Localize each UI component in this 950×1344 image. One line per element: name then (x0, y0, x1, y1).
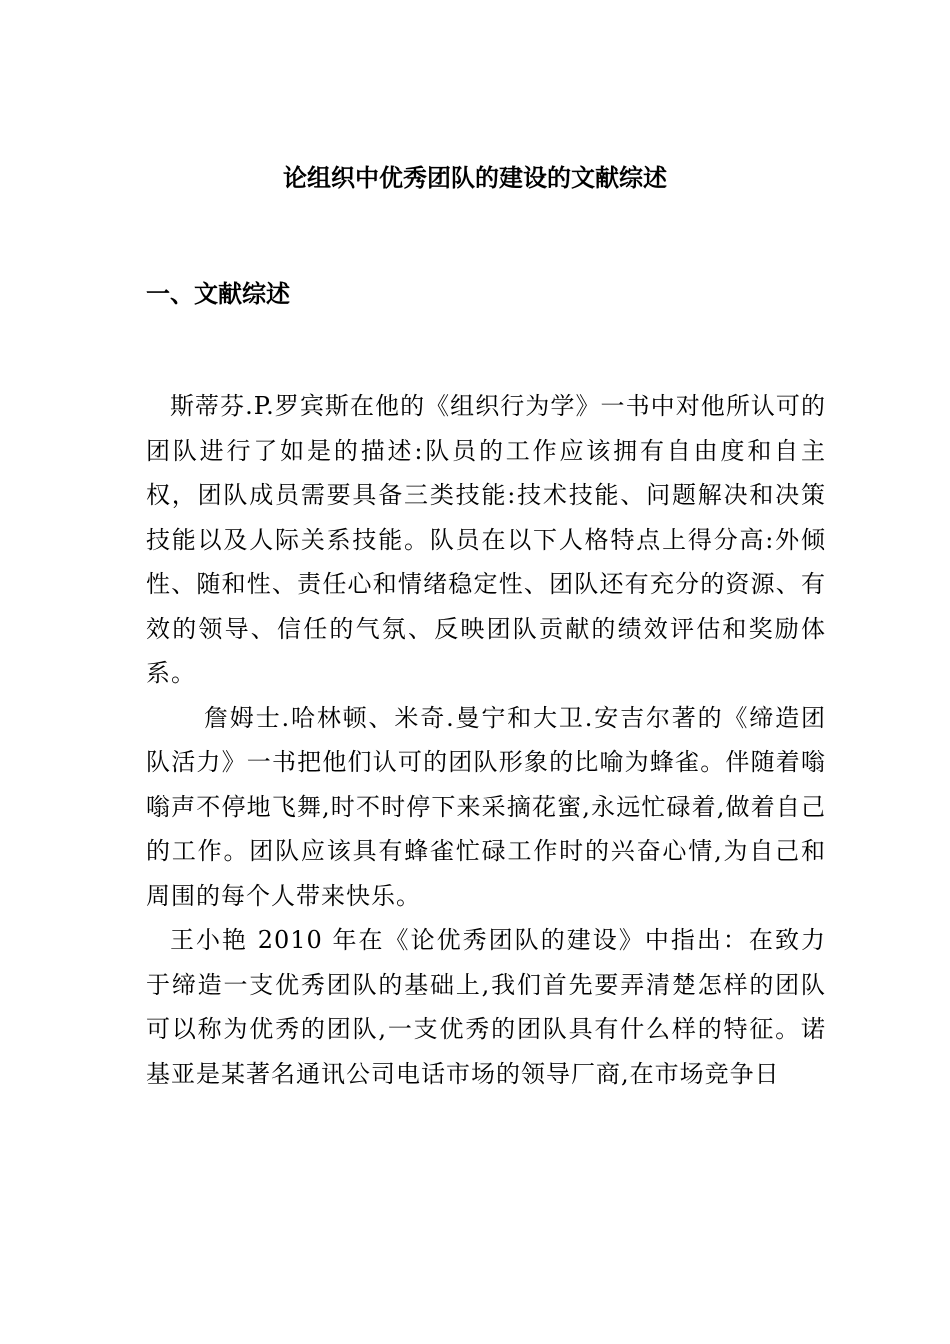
document-title: 论组织中优秀团队的建设的文献综述 (283, 163, 667, 192)
paragraph-robbins: 斯蒂芬.P.罗宾斯在他的《组织行为学》一书中对他所认可的团队进行了如是的描述:队员的工作应该拥有自由度和自主权，团队成员需要具备三类技能:技术技能、问题解决和决策技能以及人际关系技能。队员在以下人格特点上得分高:外倾性、随和性、责任心和情绪稳定性、团队还有充分的资源、有效的领导、信任的气氛、反映团队贡献的绩效评估和奖励体系。 (146, 392, 826, 687)
paragraph-wang: 王小艳 2010 年在《论优秀团队的建设》中指出：在致力于缔造一支优秀团队的基础上,我们首先要弄清楚怎样的团队可以称为优秀的团队,一支优秀的团队具有什么样的特征。诺基亚是某著名通讯公司电话市场的领导厂商,在市场竞争日 (146, 926, 826, 1088)
body-text (146, 384, 826, 1096)
section-heading: 一、文献综述 (146, 279, 290, 308)
paragraph-harrington: 詹姆士.哈林顿、米奇.曼宁和大卫.安吉尔著的《缔造团队活力》一书把他们认可的团队形象的比喻为蜂雀。伴随着嗡嗡声不停地飞舞,时不时停下来采摘花蜜,永远忙碌着,做着自己的工作。团队应该具有蜂雀忙碌工作时的兴奋心情,为自己和周围的每个人带来快乐。 (146, 703, 826, 910)
